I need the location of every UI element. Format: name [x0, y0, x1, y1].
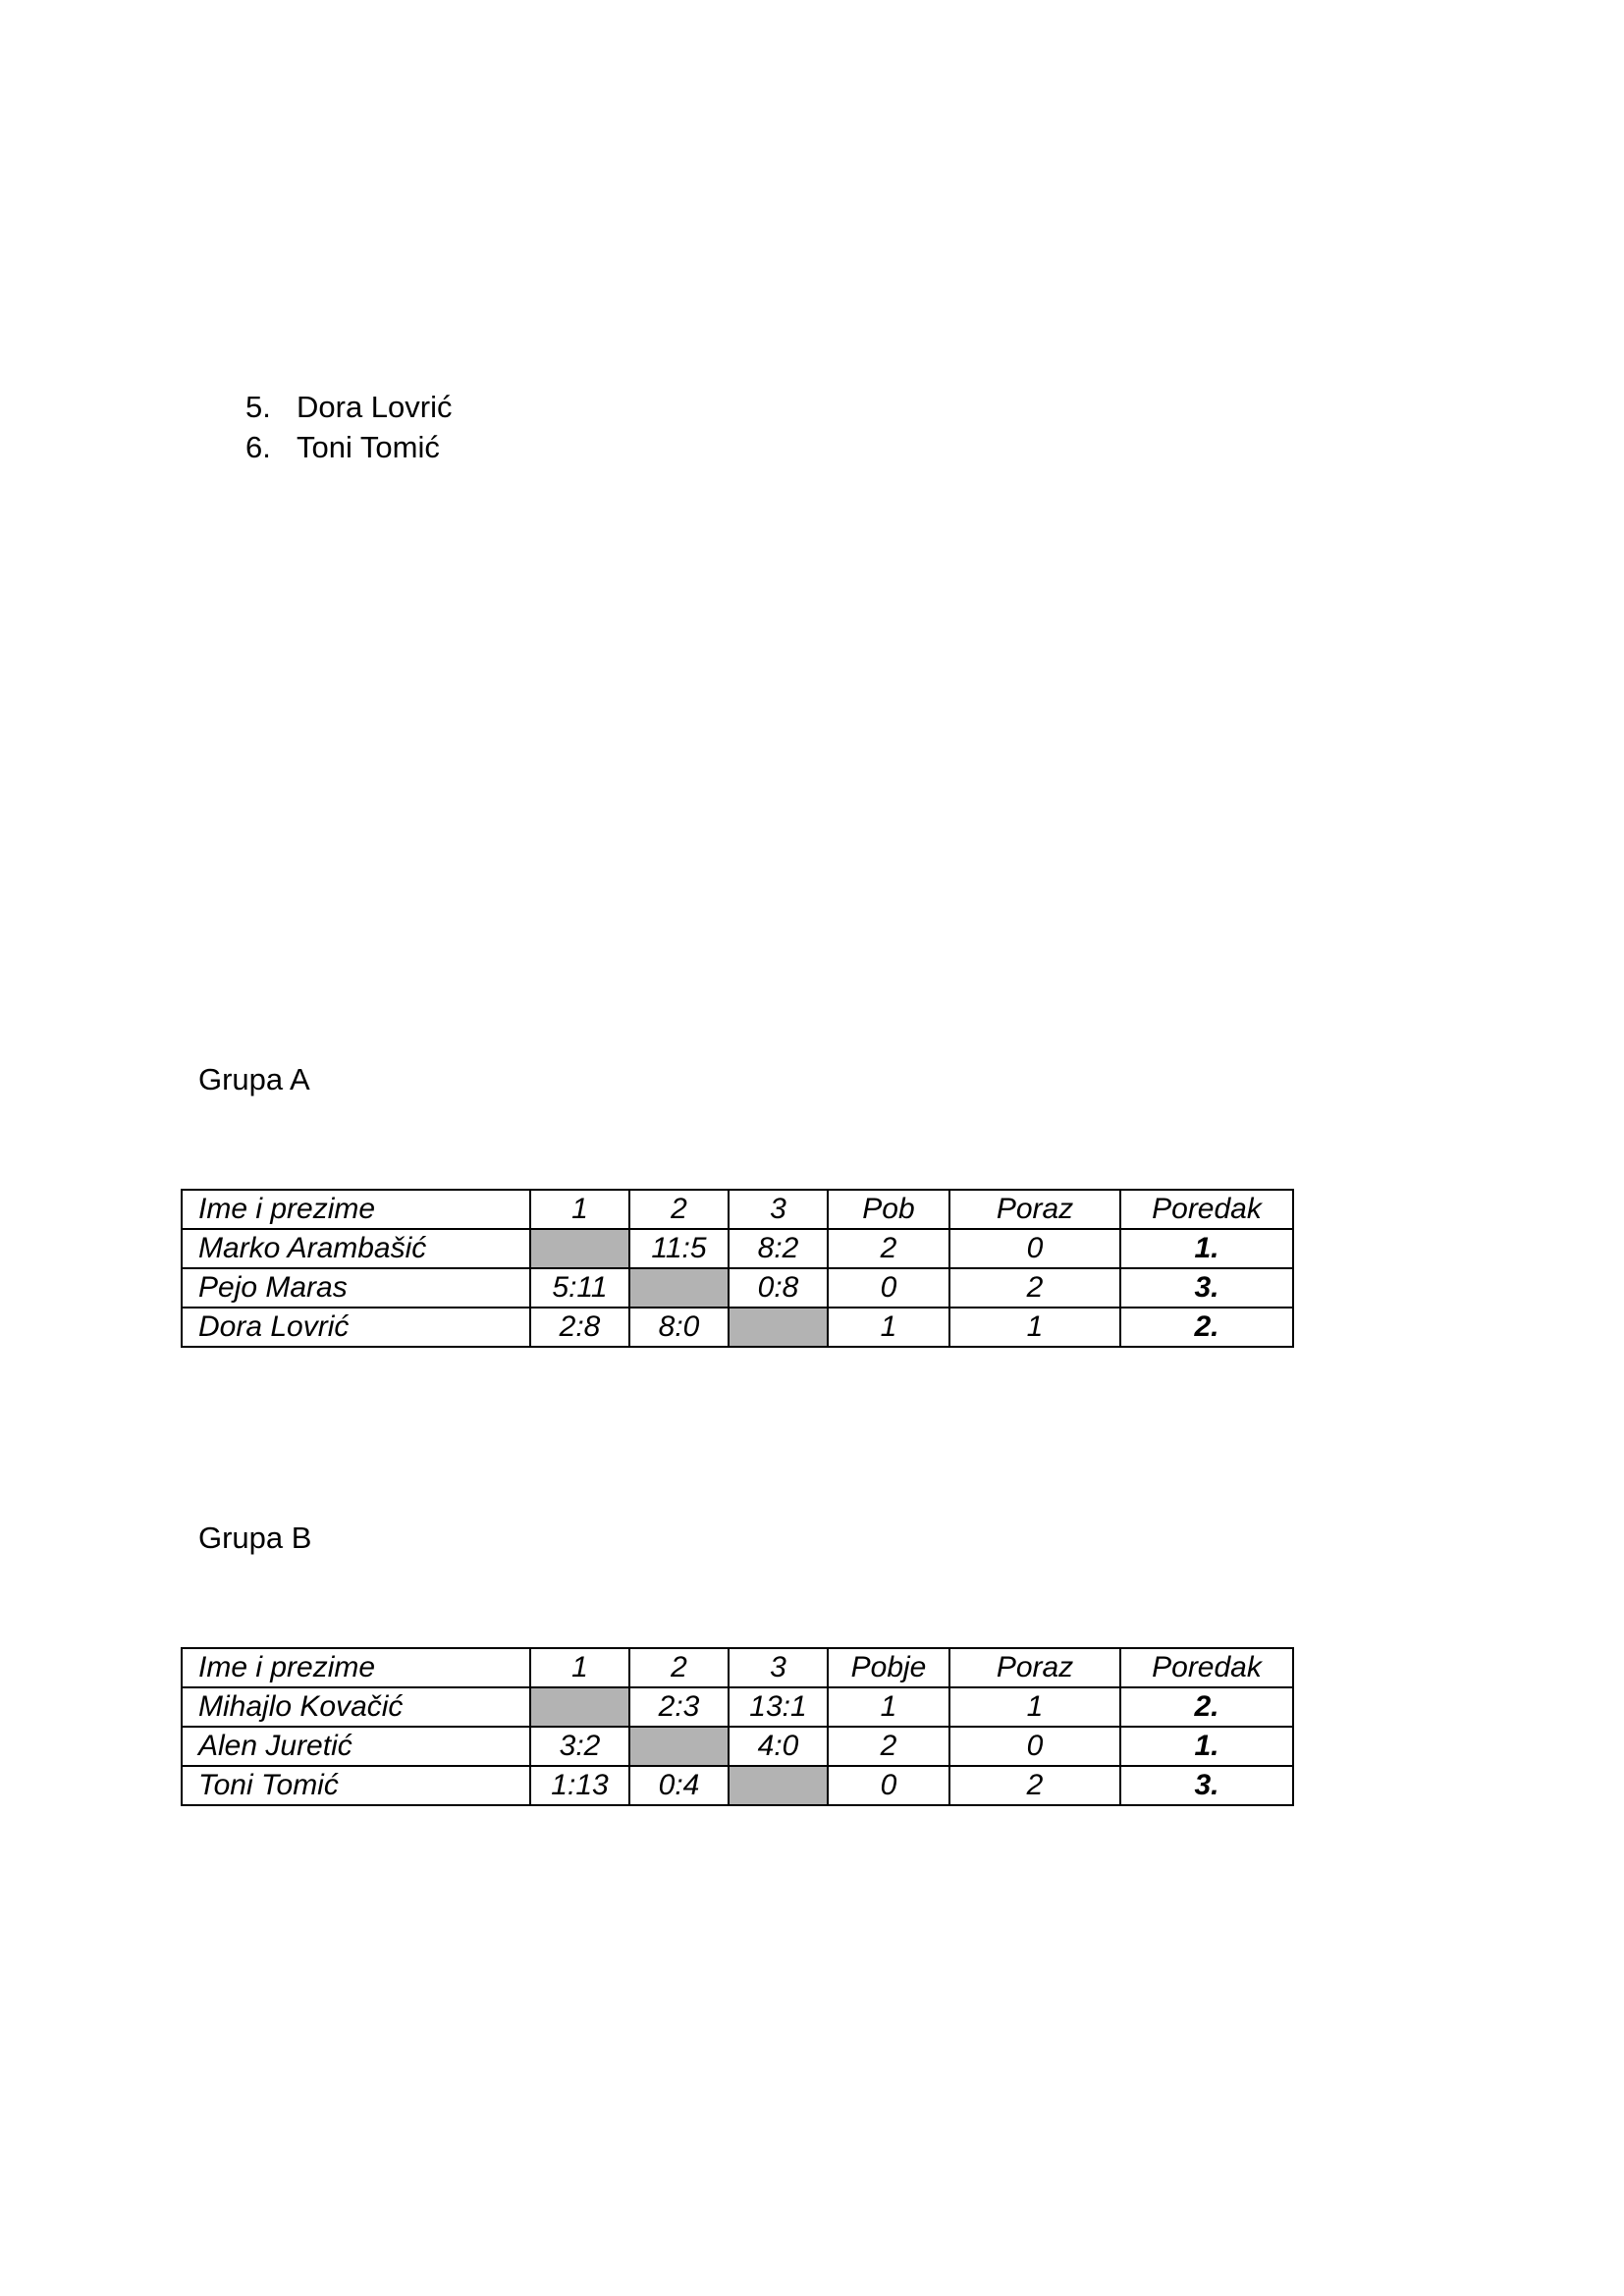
- header-rank: Poredak: [1120, 1648, 1293, 1687]
- numbered-list: [245, 387, 453, 467]
- list-item-number: 5.: [245, 390, 271, 424]
- player-name: Mihajlo Kovačić: [182, 1687, 530, 1727]
- list-item-name: Toni Tomić: [297, 430, 440, 464]
- player-name: Pejo Maras: [182, 1268, 530, 1308]
- header-name: Ime i prezime: [182, 1648, 530, 1687]
- rank-cell: 1.: [1120, 1727, 1293, 1766]
- table-row: [182, 1687, 1293, 1727]
- player-name: Alen Juretić: [182, 1727, 530, 1766]
- header-losses: Poraz: [949, 1648, 1120, 1687]
- table-header-row: [182, 1648, 1293, 1687]
- header-match-2: 2: [629, 1190, 729, 1229]
- match-score: 4:0: [729, 1727, 828, 1766]
- player-name: Dora Lovrić: [182, 1308, 530, 1347]
- rank-cell: 1.: [1120, 1229, 1293, 1268]
- group-b-table: [181, 1647, 1294, 1806]
- group-a-table: [181, 1189, 1294, 1348]
- header-match-1: 1: [530, 1648, 629, 1687]
- match-score: 5:11: [530, 1268, 629, 1308]
- rank-cell: 3.: [1120, 1766, 1293, 1805]
- header-wins: Pob: [828, 1190, 949, 1229]
- match-score: 13:1: [729, 1687, 828, 1727]
- list-item: [245, 427, 453, 467]
- header-rank: Poredak: [1120, 1190, 1293, 1229]
- match-score: 11:5: [629, 1229, 729, 1268]
- list-item-number: 6.: [245, 430, 271, 464]
- player-name: Marko Arambašić: [182, 1229, 530, 1268]
- blank-cell: [729, 1308, 828, 1347]
- group-b-title: Grupa B: [198, 1521, 312, 1555]
- table-row: [182, 1308, 1293, 1347]
- list-item-name: Dora Lovrić: [297, 390, 453, 424]
- rank-cell: 2.: [1120, 1308, 1293, 1347]
- wins-cell: 2: [828, 1229, 949, 1268]
- header-match-2: 2: [629, 1648, 729, 1687]
- match-score: 0:4: [629, 1766, 729, 1805]
- header-match-3: 3: [729, 1190, 828, 1229]
- losses-cell: 1: [949, 1308, 1120, 1347]
- header-match-3: 3: [729, 1648, 828, 1687]
- blank-cell: [729, 1766, 828, 1805]
- match-score: 1:13: [530, 1766, 629, 1805]
- losses-cell: 2: [949, 1268, 1120, 1308]
- losses-cell: 2: [949, 1766, 1120, 1805]
- losses-cell: 0: [949, 1229, 1120, 1268]
- player-name: Toni Tomić: [182, 1766, 530, 1805]
- match-score: 8:2: [729, 1229, 828, 1268]
- match-score: 2:8: [530, 1308, 629, 1347]
- match-score: 2:3: [629, 1687, 729, 1727]
- wins-cell: 0: [828, 1268, 949, 1308]
- header-losses: Poraz: [949, 1190, 1120, 1229]
- blank-cell: [629, 1268, 729, 1308]
- match-score: 3:2: [530, 1727, 629, 1766]
- blank-cell: [629, 1727, 729, 1766]
- table-row: [182, 1727, 1293, 1766]
- rank-cell: 3.: [1120, 1268, 1293, 1308]
- header-match-1: 1: [530, 1190, 629, 1229]
- header-wins: Pobje: [828, 1648, 949, 1687]
- match-score: 0:8: [729, 1268, 828, 1308]
- list-item: [245, 387, 453, 427]
- rank-cell: 2.: [1120, 1687, 1293, 1727]
- blank-cell: [530, 1687, 629, 1727]
- blank-cell: [530, 1229, 629, 1268]
- table-row: [182, 1229, 1293, 1268]
- wins-cell: 1: [828, 1308, 949, 1347]
- header-name: Ime i prezime: [182, 1190, 530, 1229]
- group-a-title: Grupa A: [198, 1062, 310, 1096]
- losses-cell: 1: [949, 1687, 1120, 1727]
- losses-cell: 0: [949, 1727, 1120, 1766]
- wins-cell: 0: [828, 1766, 949, 1805]
- table-header-row: [182, 1190, 1293, 1229]
- table-row: [182, 1766, 1293, 1805]
- match-score: 8:0: [629, 1308, 729, 1347]
- wins-cell: 2: [828, 1727, 949, 1766]
- table-row: [182, 1268, 1293, 1308]
- wins-cell: 1: [828, 1687, 949, 1727]
